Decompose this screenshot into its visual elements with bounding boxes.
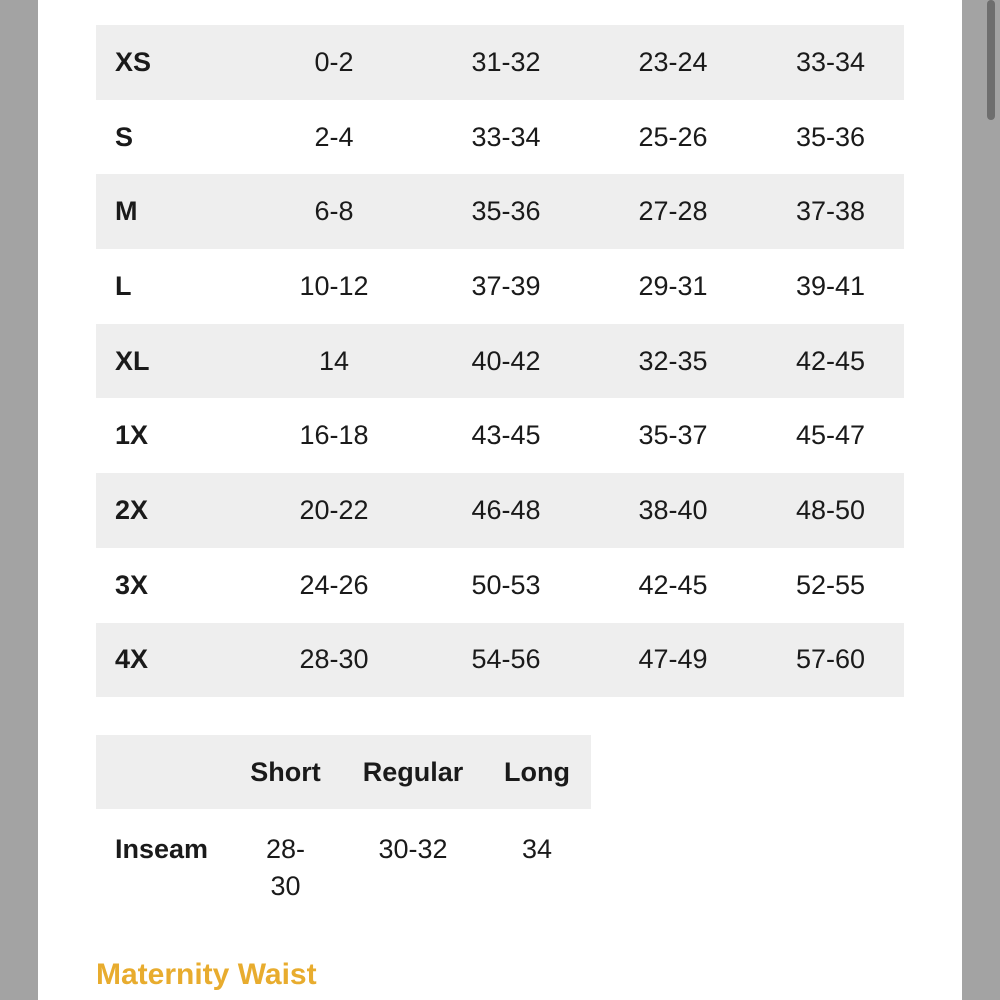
table-cell: 31-32 [423, 25, 589, 100]
inseam-table [96, 735, 591, 906]
table-cell: 42-45 [638, 569, 708, 600]
table-cell: 33-34 [471, 121, 541, 152]
size-label: 3X [115, 569, 149, 600]
table-cell: 54-56 [423, 623, 589, 698]
table-header-row [96, 735, 591, 809]
table-cell: 35-36 [423, 174, 589, 249]
table-cell: 30-32 [378, 834, 448, 864]
size-label: 4X [96, 623, 245, 698]
table-cell: 27-28 [589, 174, 757, 249]
table-row [96, 398, 904, 473]
table-cell: 29-31 [638, 270, 708, 301]
table-row [96, 324, 904, 399]
table-row [96, 100, 904, 175]
size-label: 2X [96, 473, 245, 548]
table-cell: 16-18 [299, 420, 369, 451]
table-cell: 25-26 [638, 121, 708, 152]
table-cell: 23-24 [589, 25, 757, 100]
table-cell: 52-55 [795, 569, 866, 600]
table-cell: 0-2 [245, 25, 423, 100]
table-header: Regular [343, 735, 483, 809]
table-cell: 47-49 [589, 623, 757, 698]
table-cell: 32-35 [589, 324, 757, 399]
table-cell: 39-41 [795, 270, 866, 301]
size-label: M [96, 174, 245, 249]
table-row [96, 809, 591, 906]
table-cell: 10-12 [299, 270, 369, 301]
table-cell: 42-45 [757, 324, 904, 399]
table-cell: 57-60 [757, 623, 904, 698]
table-cell: 28-30 [245, 623, 423, 698]
table-cell: 40-42 [423, 324, 589, 399]
size-label: S [115, 121, 134, 152]
table-cell: 20-22 [245, 473, 423, 548]
table-cell: 37-39 [471, 270, 541, 301]
size-guide-page [38, 0, 962, 1000]
table-cell: 6-8 [245, 174, 423, 249]
table-row [96, 473, 904, 548]
table-row [96, 25, 904, 100]
inseam-short-value: 28-30 [265, 834, 306, 901]
table-cell: 35-37 [638, 420, 708, 451]
inseam-label: Inseam [115, 834, 209, 864]
table-header: Short [228, 735, 343, 809]
maternity-waist-heading: Maternity Waist [96, 958, 317, 991]
table-cell [228, 809, 343, 906]
table-cell: 34 [521, 834, 553, 864]
table-cell: 48-50 [757, 473, 904, 548]
table-row [96, 249, 904, 324]
size-label: XL [96, 324, 245, 399]
table-cell: 24-26 [299, 569, 369, 600]
size-chart-table [96, 25, 904, 697]
size-label: XS [96, 25, 245, 100]
table-header [96, 735, 228, 809]
table-cell: 2-4 [314, 121, 354, 152]
table-row [96, 623, 904, 698]
table-row [96, 548, 904, 623]
table-cell: 46-48 [423, 473, 589, 548]
size-label: 1X [115, 420, 149, 451]
table-cell: 38-40 [589, 473, 757, 548]
table-row [96, 174, 904, 249]
table-cell: 50-53 [471, 569, 541, 600]
table-cell: 45-47 [795, 420, 866, 451]
table-cell: 14 [245, 324, 423, 399]
table-cell: 35-36 [795, 121, 866, 152]
table-cell: 37-38 [757, 174, 904, 249]
table-cell: 43-45 [471, 420, 541, 451]
size-label: L [115, 270, 132, 301]
table-header: Long [483, 735, 591, 809]
scrollbar-thumb[interactable] [987, 0, 995, 120]
table-cell: 33-34 [757, 25, 904, 100]
